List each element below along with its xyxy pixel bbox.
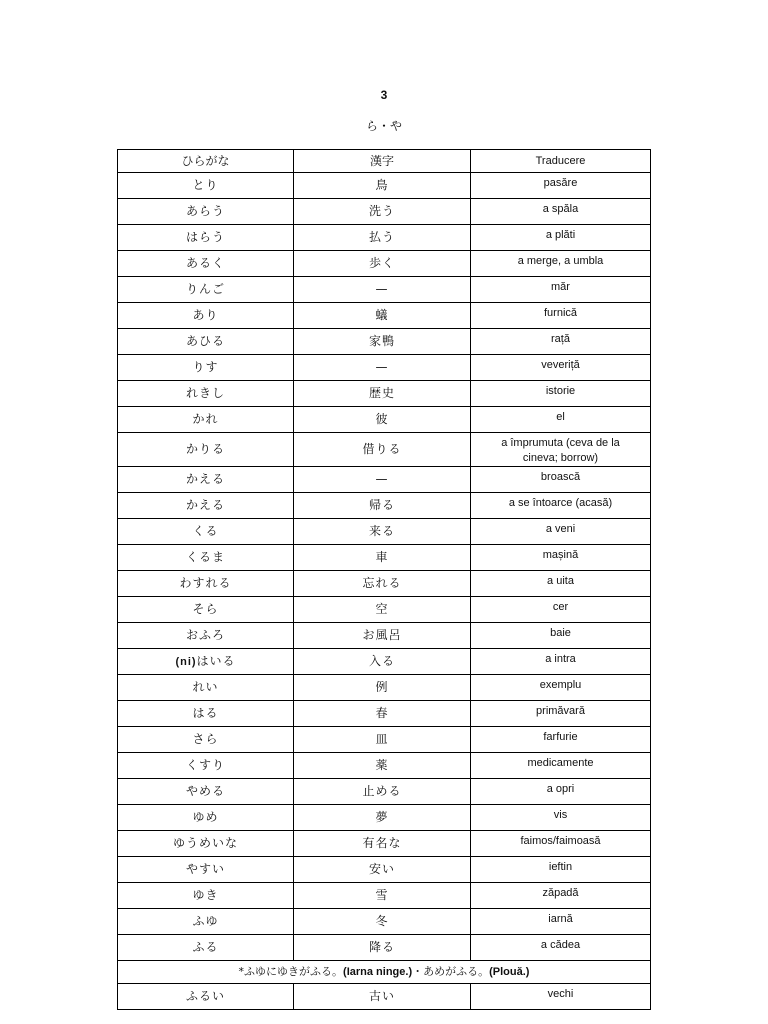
cell-hiragana: くるま (118, 545, 294, 571)
cell-kanji: 家鴨 (294, 329, 471, 355)
page-number: 3 (380, 88, 388, 102)
cell-hiragana: かえる (118, 467, 294, 493)
table-row (118, 883, 651, 909)
cell-hiragana: ゆうめいな (118, 831, 294, 857)
cell-translation: a intra (471, 649, 651, 675)
table-row (118, 467, 651, 493)
table-row (118, 675, 651, 701)
table-row (118, 935, 651, 961)
table-row (118, 545, 651, 571)
cell-translation: exemplu (471, 675, 651, 701)
cell-translation: furnică (471, 303, 651, 329)
cell-kanji: お風呂 (294, 623, 471, 649)
cell-hiragana: ふゆ (118, 909, 294, 935)
cell-kanji: — (294, 355, 471, 381)
cell-translation: veveriță (471, 355, 651, 381)
table-row (118, 277, 651, 303)
cell-translation: a plăti (471, 225, 651, 251)
cell-hiragana: そら (118, 597, 294, 623)
cell-kanji: 古い (294, 984, 471, 1010)
translation-line: a împrumuta (ceva de la (501, 437, 620, 449)
cell-kanji: 来る (294, 519, 471, 545)
table-row (118, 571, 651, 597)
cell-hiragana: れい (118, 675, 294, 701)
cell-hiragana: ふる (118, 935, 294, 961)
cell-kanji: 借りる (294, 433, 471, 467)
cell-kanji: 冬 (294, 909, 471, 935)
cell-kanji: 車 (294, 545, 471, 571)
table-row (118, 623, 651, 649)
cell-hiragana: れきし (118, 381, 294, 407)
cell-translation: rață (471, 329, 651, 355)
cell-kanji: 有名な (294, 831, 471, 857)
table-row (118, 597, 651, 623)
cell-translation: a merge, a umbla (471, 251, 651, 277)
cell-hiragana: はる (118, 701, 294, 727)
table-row (118, 381, 651, 407)
vocabulary-table (117, 149, 651, 1010)
cell-translation: medicamente (471, 753, 651, 779)
table-row (118, 225, 651, 251)
cell-hiragana: くる (118, 519, 294, 545)
cell-hiragana: かれ (118, 407, 294, 433)
cell-kanji: 降る (294, 935, 471, 961)
cell-kanji: 帰る (294, 493, 471, 519)
cell-translation: ieftin (471, 857, 651, 883)
particle-prefix: (ni) (175, 655, 197, 668)
hiragana-text: はいる (196, 653, 236, 668)
cell-kanji: 払う (294, 225, 471, 251)
note-row (118, 961, 651, 984)
note-japanese-1: *ふゆにゆきがふる。 (238, 965, 344, 978)
cell-hiragana: はらう (118, 225, 294, 251)
cell-kanji: 例 (294, 675, 471, 701)
table-row (118, 909, 651, 935)
cell-kanji: 薬 (294, 753, 471, 779)
cell-translation: iarnă (471, 909, 651, 935)
cell-kanji: — (294, 467, 471, 493)
table-row (118, 433, 651, 467)
cell-translation: baie (471, 623, 651, 649)
cell-hiragana: りす (118, 355, 294, 381)
header-translation: Traducere (471, 150, 651, 173)
table-row (118, 753, 651, 779)
cell-kanji: 止める (294, 779, 471, 805)
cell-translation: farfurie (471, 727, 651, 753)
table-row (118, 727, 651, 753)
cell-translation: a se întoarce (acasă) (471, 493, 651, 519)
cell-kanji: 歩く (294, 251, 471, 277)
table-row (118, 805, 651, 831)
cell-kanji: 蟻 (294, 303, 471, 329)
cell-hiragana: あひる (118, 329, 294, 355)
cell-kanji: 入る (294, 649, 471, 675)
cell-hiragana: やすい (118, 857, 294, 883)
table-row (118, 199, 651, 225)
table-row (118, 831, 651, 857)
table-header-row (118, 150, 651, 173)
cell-kanji: 歴史 (294, 381, 471, 407)
cell-translation: a veni (471, 519, 651, 545)
table-row (118, 329, 651, 355)
note-romanian-1: (Iarna ninge.) (343, 966, 413, 978)
section-heading: ら・や (365, 119, 402, 133)
cell-kanji: 皿 (294, 727, 471, 753)
cell-translation: vis (471, 805, 651, 831)
table-row (118, 355, 651, 381)
cell-kanji: 安い (294, 857, 471, 883)
cell-kanji: 彼 (294, 407, 471, 433)
cell-hiragana: やめる (118, 779, 294, 805)
cell-translation: măr (471, 277, 651, 303)
table-body (118, 173, 651, 1010)
table-row (118, 303, 651, 329)
cell-hiragana: さら (118, 727, 294, 753)
table-row (118, 173, 651, 199)
cell-translation: broască (471, 467, 651, 493)
cell-translation: vechi (471, 984, 651, 1010)
cell-kanji: — (294, 277, 471, 303)
cell-translation: pasăre (471, 173, 651, 199)
header-kanji: 漢字 (294, 150, 471, 173)
cell-translation: zăpadă (471, 883, 651, 909)
cell-translation: a spăla (471, 199, 651, 225)
cell-translation: el (471, 407, 651, 433)
cell-hiragana: りんご (118, 277, 294, 303)
cell-hiragana: ゆき (118, 883, 294, 909)
cell-translation: istorie (471, 381, 651, 407)
cell-kanji: 夢 (294, 805, 471, 831)
cell-kanji: 空 (294, 597, 471, 623)
cell-hiragana: おふろ (118, 623, 294, 649)
cell-hiragana: くすり (118, 753, 294, 779)
cell-hiragana: とり (118, 173, 294, 199)
cell-translation: a uita (471, 571, 651, 597)
table-row (118, 984, 651, 1010)
cell-hiragana: ふるい (118, 984, 294, 1010)
cell-translation: mașină (471, 545, 651, 571)
cell-translation: faimos/faimoasă (471, 831, 651, 857)
cell-kanji: 洗う (294, 199, 471, 225)
cell-translation: a opri (471, 779, 651, 805)
note-japanese-2: ・あめがふる。 (412, 965, 490, 978)
cell-hiragana: わすれる (118, 571, 294, 597)
cell-translation: cer (471, 597, 651, 623)
cell-hiragana: かえる (118, 493, 294, 519)
cell-hiragana: かりる (118, 433, 294, 467)
table-row (118, 493, 651, 519)
cell-hiragana (118, 649, 294, 675)
table-row (118, 407, 651, 433)
cell-hiragana: ゆめ (118, 805, 294, 831)
cell-kanji: 雪 (294, 883, 471, 909)
cell-translation (471, 433, 651, 467)
table-row (118, 857, 651, 883)
usage-note (118, 961, 651, 984)
header-hiragana: ひらがな (118, 150, 294, 173)
cell-kanji: 鳥 (294, 173, 471, 199)
note-romanian-2: (Plouă.) (489, 966, 530, 978)
cell-hiragana: あらう (118, 199, 294, 225)
translation-line: cineva; borrow) (522, 452, 599, 464)
cell-translation: a cădea (471, 935, 651, 961)
cell-translation: primăvară (471, 701, 651, 727)
cell-kanji: 春 (294, 701, 471, 727)
table-row (118, 251, 651, 277)
cell-hiragana: あるく (118, 251, 294, 277)
cell-hiragana: あり (118, 303, 294, 329)
table-row (118, 779, 651, 805)
table-row (118, 519, 651, 545)
table-row (118, 701, 651, 727)
cell-kanji: 忘れる (294, 571, 471, 597)
table-row (118, 649, 651, 675)
